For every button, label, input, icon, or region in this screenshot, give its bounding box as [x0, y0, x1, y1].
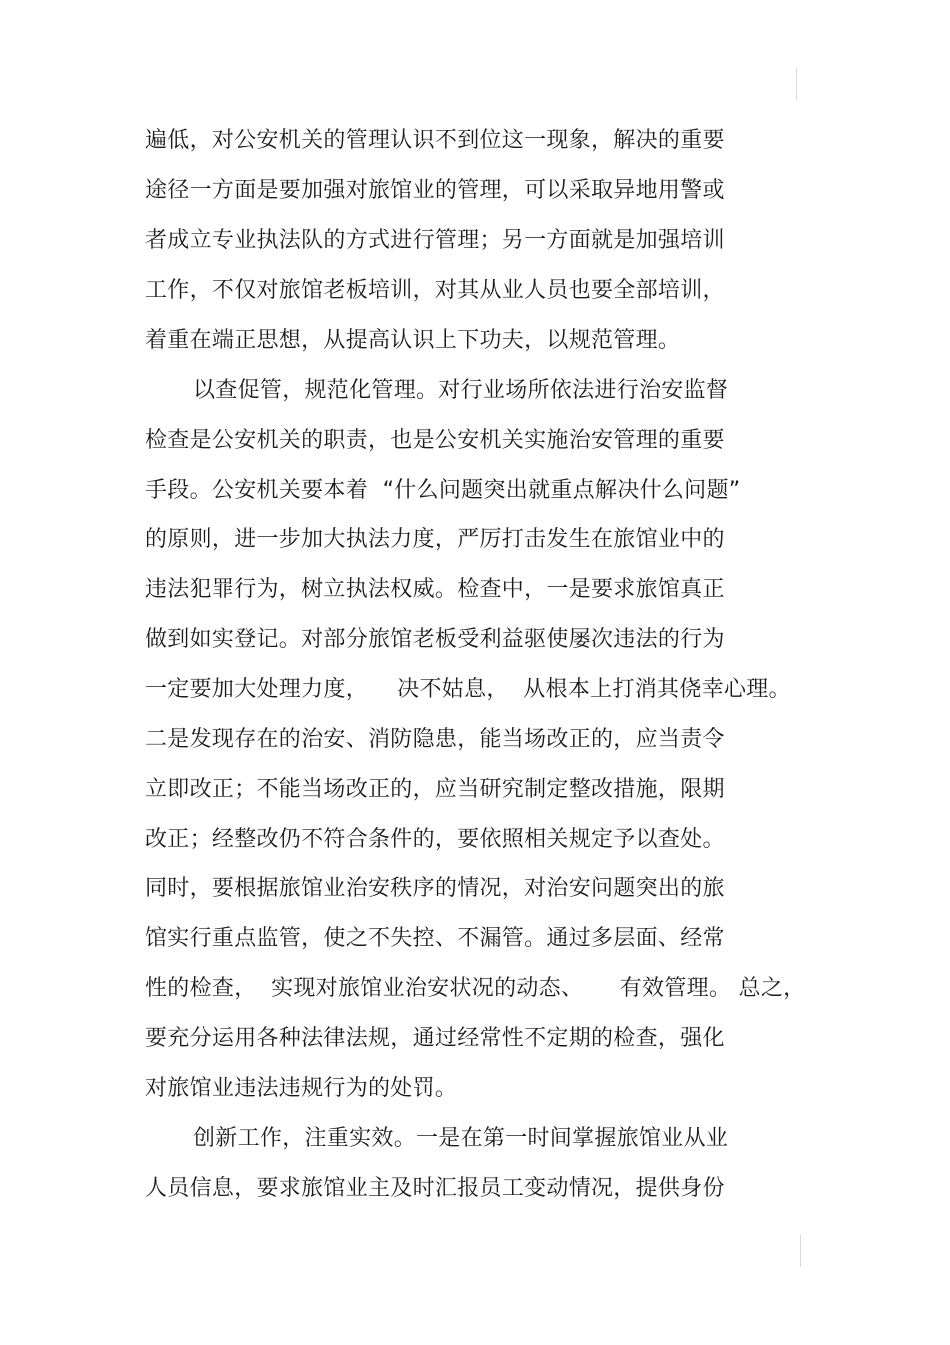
text-line: 的原则，进一步加大执法力度，严厉打击发生在旅馆业中的	[145, 527, 725, 552]
text-line: 二是发现存在的治安、消防隐患，能当场改正的，应当责令	[145, 727, 725, 752]
text-line: 人员信息，要求旅馆业主及时汇报员工变动情况，提供身份	[145, 1176, 725, 1201]
top-right-page-mark	[796, 68, 797, 100]
text-line: 工作，不仅对旅馆老板培训，对其从业人员也要全部培训，	[145, 278, 725, 303]
text-line: 同时，要根据旅馆业治安秩序的情况，对治安问题突出的旅	[145, 876, 725, 901]
paragraph-first-line: 以查促管，规范化管理。对行业场所依法进行治安监督	[193, 378, 729, 403]
text-line: 遍低，对公安机关的管理认识不到位这一现象，解决的重要	[145, 128, 725, 153]
text-line: 馆实行重点监管，使之不失控、不漏管。通过多层面、经常	[145, 926, 725, 951]
text-line: 者成立专业执法队的方式进行管理；另一方面就是加强培训	[145, 228, 725, 253]
bottom-right-page-mark	[800, 1235, 801, 1267]
text-line: 对旅馆业违法违规行为的处罚。	[145, 1076, 458, 1101]
text-line: 性的检查， 实现对旅馆业治安状况的动态、 有效管理。 总之，	[145, 976, 806, 1001]
text-line: 途径一方面是要加强对旅馆业的管理，可以采取异地用警或	[145, 178, 725, 203]
text-line: 改正；经整改仍不符合条件的，要依照相关规定予以查处。	[145, 827, 725, 852]
text-line: 一定要加大处理力度， 决不姑息， 从根本上打消其侥幸心理。	[145, 677, 791, 702]
text-line: 违法犯罪行为，树立执法权威。检查中，一是要求旅馆真正	[145, 577, 725, 602]
text-line: 手段。公安机关要本着 “什么问题突出就重点解决什么问题”	[145, 478, 741, 503]
text-line: 着重在端正思想，从提高认识上下功夫，以规范管理。	[145, 328, 681, 353]
text-line: 检查是公安机关的职责，也是公安机关实施治安管理的重要	[145, 428, 725, 453]
text-line: 做到如实登记。对部分旅馆老板受利益驱使屡次违法的行为	[145, 627, 725, 652]
text-line: 要充分运用各种法律法规，通过经常性不定期的检查，强化	[145, 1026, 725, 1051]
paragraph-first-line: 创新工作，注重实效。一是在第一时间掌握旅馆业从业	[193, 1126, 729, 1151]
text-line: 立即改正；不能当场改正的，应当研究制定整改措施，限期	[145, 777, 725, 802]
